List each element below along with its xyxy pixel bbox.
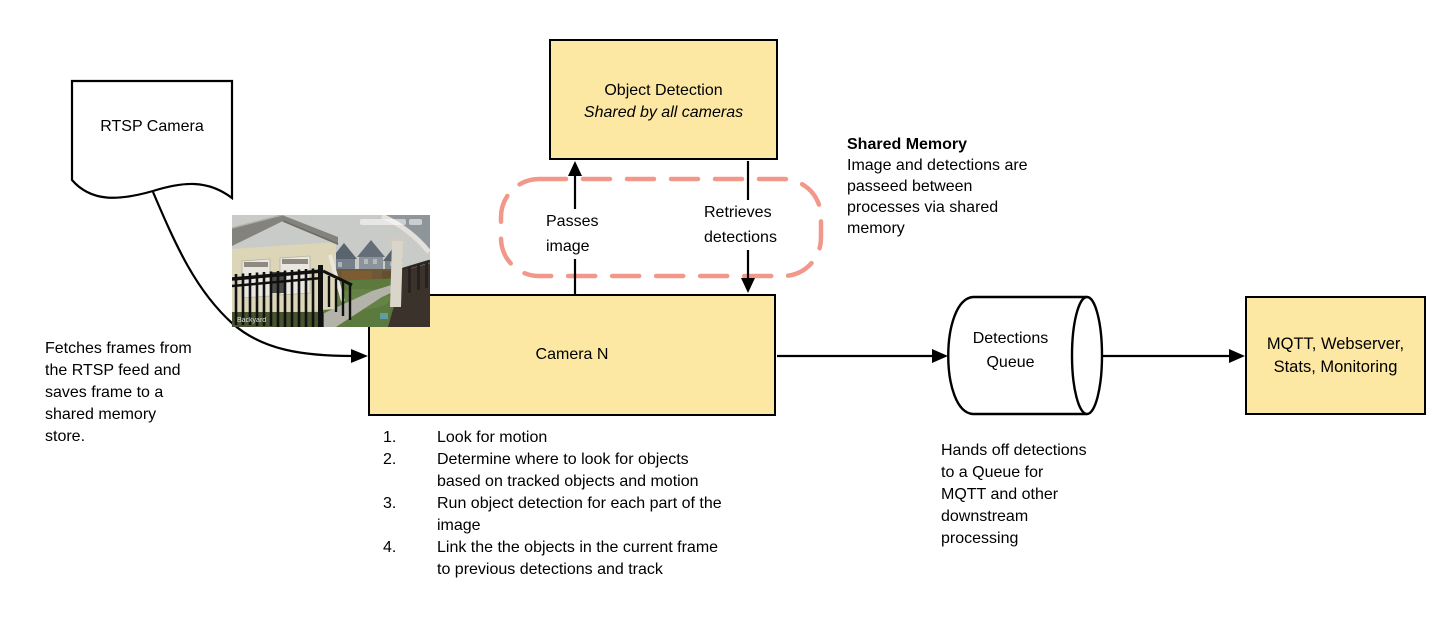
rtsp-to-camera-arrowhead bbox=[351, 349, 368, 363]
step-number: 2. bbox=[383, 451, 397, 468]
retrieves-detections-label bbox=[701, 200, 780, 250]
step-line: image bbox=[437, 517, 481, 534]
passes-image-arrowhead bbox=[568, 161, 582, 176]
step-number: 3. bbox=[383, 495, 397, 512]
passes-image-label-line: image bbox=[546, 238, 590, 255]
shared-memory-note bbox=[847, 134, 1028, 239]
shared-memory-line: memory bbox=[847, 220, 905, 237]
fetch-note-line: the RTSP feed and bbox=[45, 362, 181, 379]
passes-image-label bbox=[543, 209, 601, 259]
step-number: 1. bbox=[383, 429, 397, 446]
queue-note-line: processing bbox=[941, 530, 1019, 547]
rtsp-camera-label: RTSP Camera bbox=[100, 118, 204, 135]
queue-note-line: to a Queue for bbox=[941, 464, 1044, 481]
detections-queue-label-line: Detections bbox=[972, 330, 1049, 347]
shared-memory-line: processes via shared bbox=[847, 199, 999, 216]
queue-to-outputs-arrowhead bbox=[1229, 349, 1245, 363]
camera-step bbox=[383, 493, 722, 537]
fetch-note bbox=[45, 338, 192, 448]
step-number: 4. bbox=[383, 539, 397, 556]
object-detection-subtitle: Shared by all cameras bbox=[583, 103, 744, 121]
retrieves-detections-label-line: Retrieves bbox=[704, 204, 772, 221]
shared-memory-line: Image and detections are bbox=[847, 157, 1028, 174]
object-detection-title: Object Detection bbox=[604, 81, 723, 99]
camera-n-label: Camera N bbox=[535, 346, 609, 363]
step-line: based on tracked objects and motion bbox=[437, 473, 699, 490]
fetch-note-line: shared memory bbox=[45, 406, 157, 423]
fetch-note-line: Fetches frames from bbox=[45, 340, 192, 357]
detections-queue-label bbox=[948, 327, 1073, 375]
queue-note-line: MQTT and other bbox=[941, 486, 1059, 503]
camera-step bbox=[383, 537, 722, 581]
retrieves-detections-label-line: detections bbox=[704, 229, 777, 246]
snapshot-camera-name-label: Backyard bbox=[237, 317, 267, 324]
snapshot-timestamp-overlay bbox=[360, 219, 422, 225]
queue-note bbox=[941, 440, 1087, 550]
step-line: Determine where to look for objects bbox=[437, 451, 689, 468]
detections-queue-label-line: Queue bbox=[986, 354, 1035, 371]
outputs-label-line: Stats, Monitoring bbox=[1273, 357, 1398, 376]
queue-note-line: Hands off detections bbox=[941, 442, 1087, 459]
camera-steps-list bbox=[383, 427, 722, 581]
fetch-note-line: store. bbox=[45, 428, 86, 445]
shared-memory-title: Shared Memory bbox=[847, 136, 968, 153]
camera-to-queue-arrowhead bbox=[932, 349, 948, 363]
step-line: to previous detections and track bbox=[437, 561, 663, 578]
camera-step bbox=[383, 449, 722, 493]
outputs-label-line: MQTT, Webserver, bbox=[1266, 334, 1405, 353]
passes-image-label-line: Passes bbox=[546, 213, 599, 230]
camera-step bbox=[383, 427, 722, 449]
step-line: Link the the objects in the current frame bbox=[437, 539, 719, 556]
object-detection-node[interactable] bbox=[549, 39, 778, 160]
step-line: Run object detection for each part of the bbox=[437, 495, 722, 512]
retrieves-detections-arrowhead bbox=[741, 278, 755, 293]
camera-snapshot[interactable] bbox=[232, 215, 430, 327]
rtsp-camera-shape[interactable] bbox=[72, 81, 232, 198]
shared-memory-line: passeed between bbox=[847, 178, 973, 195]
outputs-node[interactable] bbox=[1245, 296, 1426, 415]
step-line: Look for motion bbox=[437, 429, 548, 446]
queue-note-line: downstream bbox=[941, 508, 1029, 525]
fetch-note-line: saves frame to a bbox=[45, 384, 164, 401]
detections-queue-end-cap bbox=[1072, 297, 1102, 414]
